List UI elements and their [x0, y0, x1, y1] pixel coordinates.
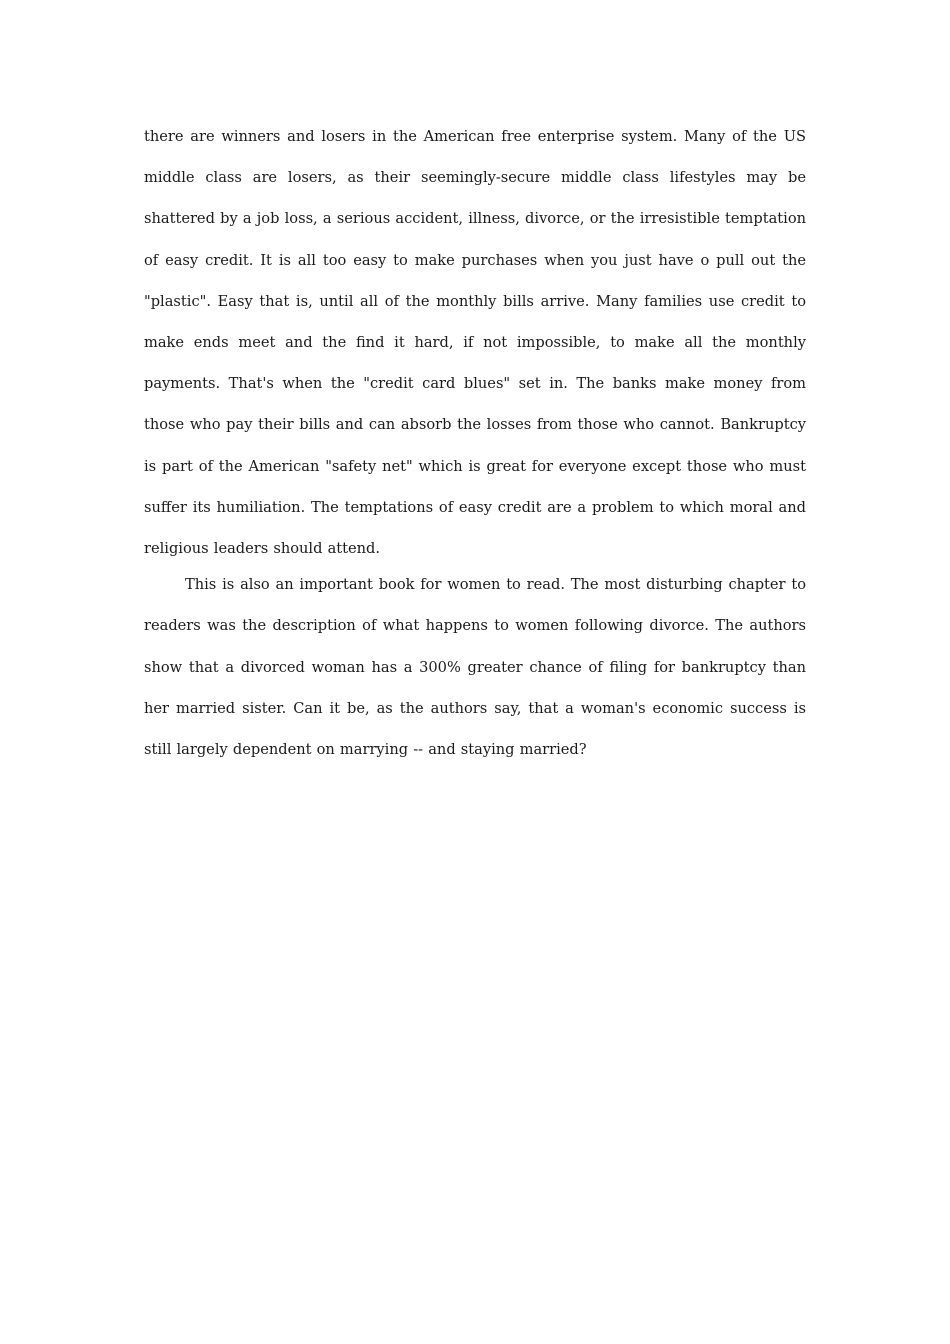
body-text [144, 116, 806, 770]
paragraph-women-bankruptcy: This is also an important book for women to read. The most disturbing chapter to readers was the description of what happens to women following divorce. The authors show that a divorced woman has a 300% greater chance of filing for bankruptcy than her married sister. Can it be, as the authors say, that a woman's economic success is still largely dependent on marrying -- and staying married? [144, 576, 806, 759]
paragraph-continued: there are winners and losers in the American free enterprise system. Many of the US middle class are losers, as their seemingly-secure middle class lifestyles may be shattered by a job loss, a serious accident, illness, divorce, or the irresistible temptation of easy credit. It is all too easy to make purchases when you just have o pull out the "plastic". Easy that is, until all of the monthly bills arrive. Many families use credit to make ends meet and the find it hard, if not impossible, to make all the monthly payments. That's when the "credit card blues" set in. The banks make money from those who pay their bills and can absorb the losses from those who cannot. Bankruptcy is part of the American "safety net" which is great for everyone except those who must suffer its humiliation. The temptations of easy credit are a problem to which moral and religious leaders should attend. [144, 128, 806, 558]
